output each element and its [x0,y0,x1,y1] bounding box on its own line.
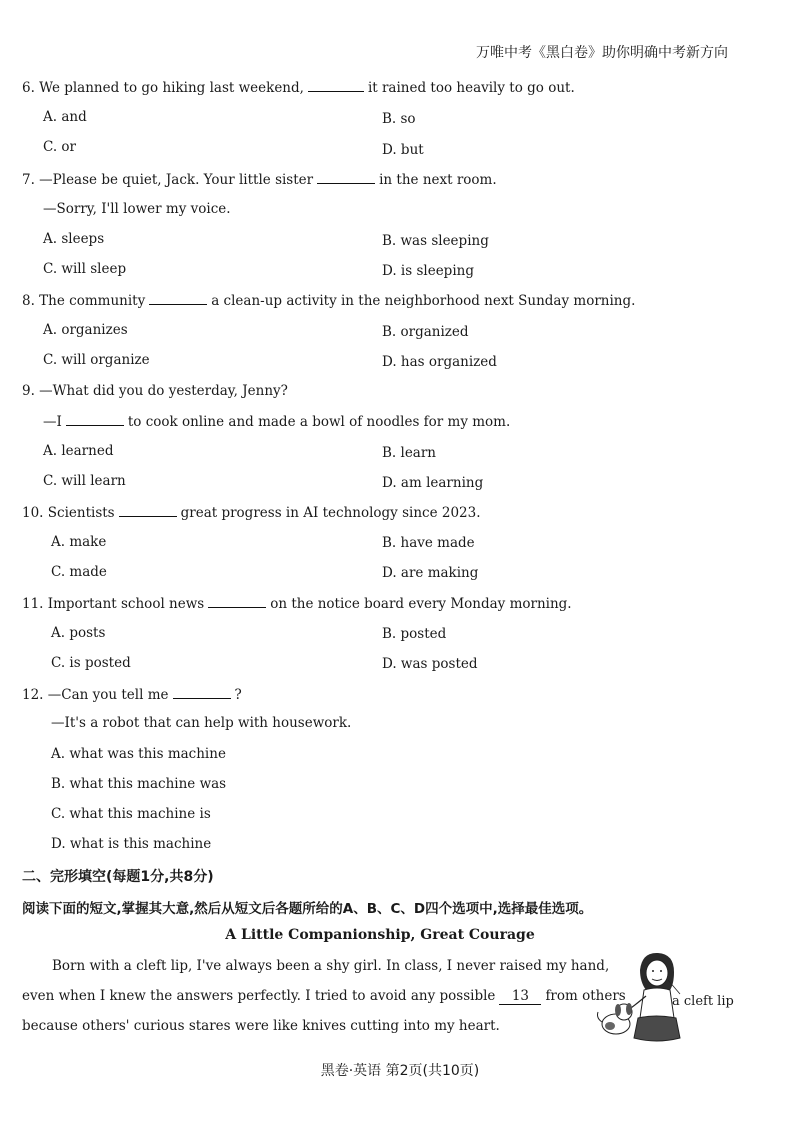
answer-blank [173,686,231,699]
option-b: B. organized [382,324,469,340]
question-response: —Sorry, I'll lower my voice. [43,201,231,217]
question-text: 10. Scientists [22,505,115,521]
option-b: B. have made [382,535,475,551]
page-header: 万唯中考《黑白卷》助你明确中考新方向 [476,45,728,61]
question-9: 9. —What did you do yesterday, Jenny? [22,383,288,399]
option-c: C. what this machine is [51,806,211,822]
question-12 [22,686,242,703]
option-d: D. but [382,142,424,158]
option-d: D. is sleeping [382,263,474,279]
question-6 [22,79,575,96]
section-heading: 二、完形填空(每题1分,共8分) [22,869,214,885]
option-c: C. is posted [51,655,131,671]
passage-line [22,988,626,1005]
question-text: in the next room. [379,172,497,188]
option-a: A. learned [43,443,114,459]
option-a: A. make [51,534,107,550]
option-a: A. sleeps [43,231,105,247]
passage-line: because others' curious stares were like knives cutting into my heart. [22,1018,500,1034]
option-b: B. posted [382,626,447,642]
question-text: a clean-up activity in the neighborhood next Sunday morning. [211,293,636,309]
question-text: to cook online and made a bowl of noodles for my mom. [127,414,511,430]
question-10 [22,504,481,521]
question-text: 6. We planned to go hiking last weekend, [22,80,304,96]
option-b: B. so [382,111,416,127]
option-a: A. posts [51,625,106,641]
question-response [43,413,510,430]
answer-blank [66,413,124,426]
option-d: D. what is this machine [51,836,212,852]
question-text: it rained too heavily to go out. [367,80,575,96]
option-d: D. are making [382,565,479,581]
option-a: A. and [43,109,87,125]
option-a: A. what was this machine [51,746,226,762]
option-c: C. made [51,564,107,580]
question-8 [22,292,635,309]
question-11 [22,595,572,612]
question-text: 7. —Please be quiet, Jack. Your little sister [22,172,314,188]
option-d: D. was posted [382,656,478,672]
option-c: C. will organize [43,352,150,368]
answer-blank [119,504,177,517]
cloze-blank-13: 13 [499,988,541,1005]
answer-blank [308,79,364,92]
question-7 [22,171,497,188]
question-response: —It's a robot that can help with housework. [51,715,352,731]
passage-title: A Little Companionship, Great Courage [225,927,535,943]
option-a: A. organizes [43,322,128,338]
option-b: B. was sleeping [382,233,489,249]
question-text: on the notice board every Monday morning. [270,596,572,612]
question-text: 11. Important school news [22,596,205,612]
page-footer: 黑卷·英语 第2页(共10页) [320,1063,480,1079]
option-c: C. will sleep [43,261,127,277]
question-text: ? [234,687,242,703]
answer-blank [149,292,207,305]
question-text: great progress in AI technology since 2023. [180,505,481,521]
answer-blank [208,595,266,608]
option-c: C. or [43,139,77,155]
question-text: 12. —Can you tell me [22,687,169,703]
passage-text: even when I knew the answers perfectly. I tried to avoid any possible [22,988,496,1004]
question-text: 8. The community [22,293,146,309]
option-d: D. am learning [382,475,484,491]
section-instruction: 阅读下面的短文,掌握其大意,然后从短文后各题所给的A、B、C、D四个选项中,选择最佳选项。 [22,901,593,917]
answer-blank [317,171,375,184]
option-b: B. learn [382,445,437,461]
question-text: —I [43,414,62,430]
passage-line: Born with a cleft lip, I've always been a shy girl. In class, I never raised my hand, [52,958,610,974]
passage-text: from others [545,988,626,1004]
option-d: D. has organized [382,354,497,370]
option-c: C. will learn [43,473,126,489]
option-b: B. what this machine was [51,776,227,792]
image-label: a cleft lip [672,994,734,1009]
